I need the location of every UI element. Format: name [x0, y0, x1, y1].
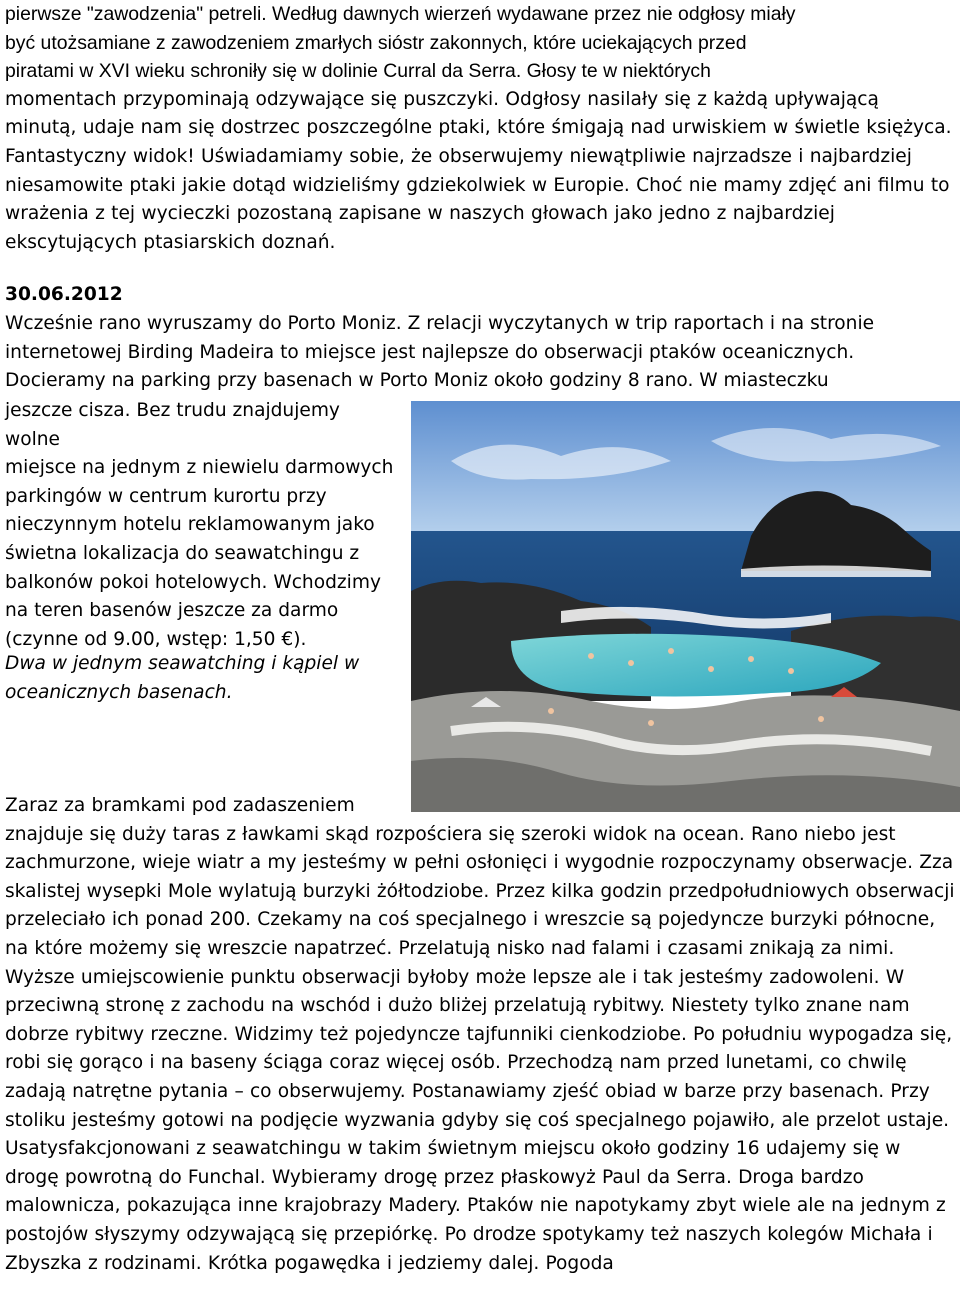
continued-paragraph: [5, 792, 955, 1278]
text-line: piratami w XVI wieku schroniły się w dolinie Curral da Serra. Głosy te w niektórych: [5, 60, 711, 83]
entry-continued: [5, 792, 955, 1278]
photo-illustration: [411, 401, 960, 812]
text-run: znajduje się duży taras z ławkami skąd rozpościera się szeroki widok na ocean. Rano niebo jest zachmurzone, wieje wiatr a my jesteśmy w pełni osłonięci i wygodnie rozpoczynamy obserwacje. Zza skalistej wysepki Mole wylatują burzyki żółtodziobe. Przez kilka godzin przedpołudniowych obserwacji przeleciało ich ponad 200. Czekamy na coś specjalnego i wreszcie są pojedyncze burzyki północne, na które możemy się wreszcie napatrzeć. Przelatują nisko nad falami i czasami znikają za nimi. Wyższe umiejscowienie punktu obserwacji byłoby może lepsze ale i tak jesteśmy zadowoleni. W przeciwną stronę z zachodu na wschód i dużo bliżej przelatują rybitwy. Niestety tylko znane nam dobrze rybitwy rzeczne. Widzimy też pojedyncze tajfunniki cienkodziobe. Po południu wypogadza się, robi się gorąco i na baseny ściąga coraz więcej osób. Przechodzą nam przed lunetami, co chwilę zadają natrętne pytania – co obserwujemy. Postanawiamy zjeść obiad w barze przy basenach. Przy stoliku jesteśmy gotowi na podjęcie wyzwania gdyby się coś specjalnego pojawiło, ale przelot ustaje. Usatysfakcjonowani z seawatchingu w takim świetnym miejscu około godziny 16 udajemy się w drogę powrotną do Funchal. Wybieramy drogę przez płaskowyż Paul da Serra. Droga bardzo malownicza, pokazująca inne krajobrazy Madery. Ptaków nie napotykamy zbyt wiele ale na jednym z postojów słyszymy odzywającą się przepiórkę. Po drodze spotykamy też naszych kolegów Michała i Zbyszka z rodzinami. Krótka pogawędka i jedziemy dalej. Pogoda: [5, 823, 955, 1274]
entry-date: 30.06.2012: [5, 284, 123, 305]
text-line: Dwa w jednym seawatching i kąpiel w: [5, 653, 360, 674]
text-line: na teren basenów jeszcze za darmo: [5, 600, 339, 622]
intro-lead-paragraph: [5, 0, 955, 86]
wrapped-paragraph: [5, 397, 400, 654]
intro-body-paragraph: [5, 86, 955, 258]
text-line: jeszcze cisza. Bez trudu znajdujemy wolne: [5, 400, 340, 450]
intro-section: [5, 0, 955, 257]
text-line: nieczynnym hotelu reklamowanym jako: [5, 514, 375, 536]
text-line: internetowej Birding Madeira to miejsce jest najlepsze do obserwacji ptaków oceanicznych.: [5, 341, 855, 363]
text-line: Zaraz za bramkami pod zadaszeniem: [5, 795, 355, 816]
text-line: balkonów pokoi hotelowych. Wchodzimy: [5, 571, 381, 593]
text-line: oceanicznych basenach.: [5, 681, 233, 703]
entry-paragraph: [5, 310, 955, 396]
text-line: pierwsze "zawodzenia" petreli. Według dawnych wierzeń wydawane przez nie odgłosy miały: [5, 3, 796, 25]
entry-intro-lines: [5, 310, 955, 396]
text-line: Docieramy na parking przy basenach w Porto Moniz około godziny 8 rano. W miasteczku: [5, 370, 829, 392]
document-page: [5, 0, 955, 1274]
text-line: być utożsamiane z zawodzeniem zmarłych sióstr zakonnych, które uciekających przed: [5, 31, 747, 54]
text-line: momentach przypominają odzywające się puszczyki.: [5, 88, 500, 110]
text-line: parkingów w centrum kurortu przy: [5, 485, 327, 507]
text-line: (czynne od 9.00, wstęp: 1,50 €).: [5, 628, 307, 650]
photo-caption: [5, 650, 400, 707]
text-line: Wcześnie rano wyruszamy do Porto Moniz. Z relacji wyczytanych w trip raportach i na stronie: [5, 313, 875, 334]
text-line: miejsce na jednym z niewielu darmowych: [5, 457, 394, 479]
text-run: Odgłosy nasilały się z każdą upływającą minutą, udaje nam się dostrzec poszczególne ptaki, które śmigają nad urwiskiem w świetle księżyca. Fantastyczny widok! Uświadamiamy sobie, że obserwujemy niewątpliwie najrzadsze i najbardziej niesamowite ptaki jakie dotąd widzieliśmy gdziekolwiek w Europie. Choć nie mamy zdjęć ani filmu to wrażenia z tej wycieczki pozostaną zapisane w naszych głowach jako jedno z najbardziej ekscytujących ptasiarskich doznań.: [5, 88, 952, 253]
porto-moniz-pools-photo: [411, 401, 960, 812]
text-line: świetna lokalizacja do seawatchingu z: [5, 542, 360, 564]
wrapped-text-column: [5, 397, 400, 654]
